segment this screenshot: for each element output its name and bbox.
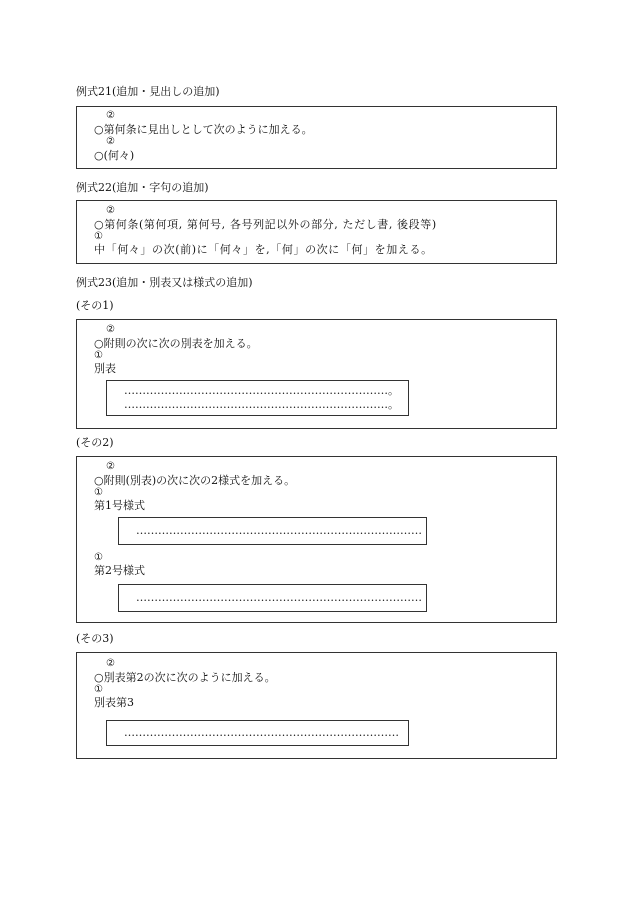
ex23-part2-mark-3: ①	[94, 552, 103, 563]
ex23-part2-inner-box-2	[118, 584, 427, 612]
ex23-part2-line-1: ○附則(別表)の次に次の2様式を加える。	[94, 474, 296, 487]
ex23-part2-line-3: 第2号様式	[94, 564, 145, 577]
ex23-part1-line-2: 別表	[94, 362, 116, 375]
ex23-part2-inner-line-2: ……………………………………………………………………	[136, 591, 422, 604]
ex23-part3-box	[76, 652, 557, 759]
ex22-line-1: ○第何条(第何項, 第何号, 各号列記以外の部分, ただし書, 後段等)	[94, 218, 437, 231]
ex23-part2-inner-box-1	[118, 517, 427, 545]
ex22-box	[76, 200, 557, 264]
ex21-line-1: ○第何条に見出しとして次のように加える。	[94, 123, 313, 136]
ex23-part1-mark-1: ②	[106, 324, 115, 335]
ex23-part1-box	[76, 319, 557, 429]
ex22-line-2: 中「何々」の次(前)に「何々」を,「何」の次に「何」を加える。	[94, 243, 433, 256]
ex23-part3-inner-line-1: …………………………………………………………………	[124, 726, 399, 739]
ex23-part2-inner-line-1: ……………………………………………………………………	[136, 524, 422, 537]
ex23-part3-mark-2: ①	[94, 684, 103, 695]
ex22-heading: 例式22(追加・字句の追加)	[76, 181, 209, 194]
ex23-part2-mark-1: ②	[106, 461, 115, 472]
ex21-mark-2: ②	[106, 136, 115, 147]
ex23-part3-mark-1: ②	[106, 658, 115, 669]
ex23-part1-line-1: ○附則の次に次の別表を加える。	[94, 337, 258, 350]
ex22-mark-1: ②	[106, 205, 115, 216]
ex23-part3-inner-box	[106, 720, 409, 746]
ex23-heading: 例式23(追加・別表又は様式の追加)	[76, 276, 253, 289]
ex23-part1-inner-box	[106, 380, 409, 416]
ex21-heading: 例式21(追加・見出しの追加)	[76, 85, 220, 98]
ex23-part3-line-1: ○別表第2の次に次のように加える。	[94, 671, 276, 684]
ex23-part3-line-2: 別表第3	[94, 696, 134, 709]
ex23-part1-label: (その1)	[76, 299, 114, 312]
ex23-part1-inner-line-1: ………………………………………………………………。	[124, 384, 399, 397]
ex23-part3-label: (その3)	[76, 632, 114, 645]
ex21-line-2: ○(何々)	[94, 149, 135, 162]
ex22-mark-2: ①	[94, 231, 103, 242]
ex23-part1-mark-2: ①	[94, 350, 103, 361]
ex21-mark-1: ②	[106, 110, 115, 121]
ex23-part2-mark-2: ①	[94, 487, 103, 498]
ex23-part2-box	[76, 456, 557, 623]
ex23-part2-line-2: 第1号様式	[94, 499, 145, 512]
ex21-box	[76, 106, 557, 169]
ex23-part2-label: (その2)	[76, 436, 114, 449]
ex23-part1-inner-line-2: ………………………………………………………………。	[124, 398, 399, 411]
